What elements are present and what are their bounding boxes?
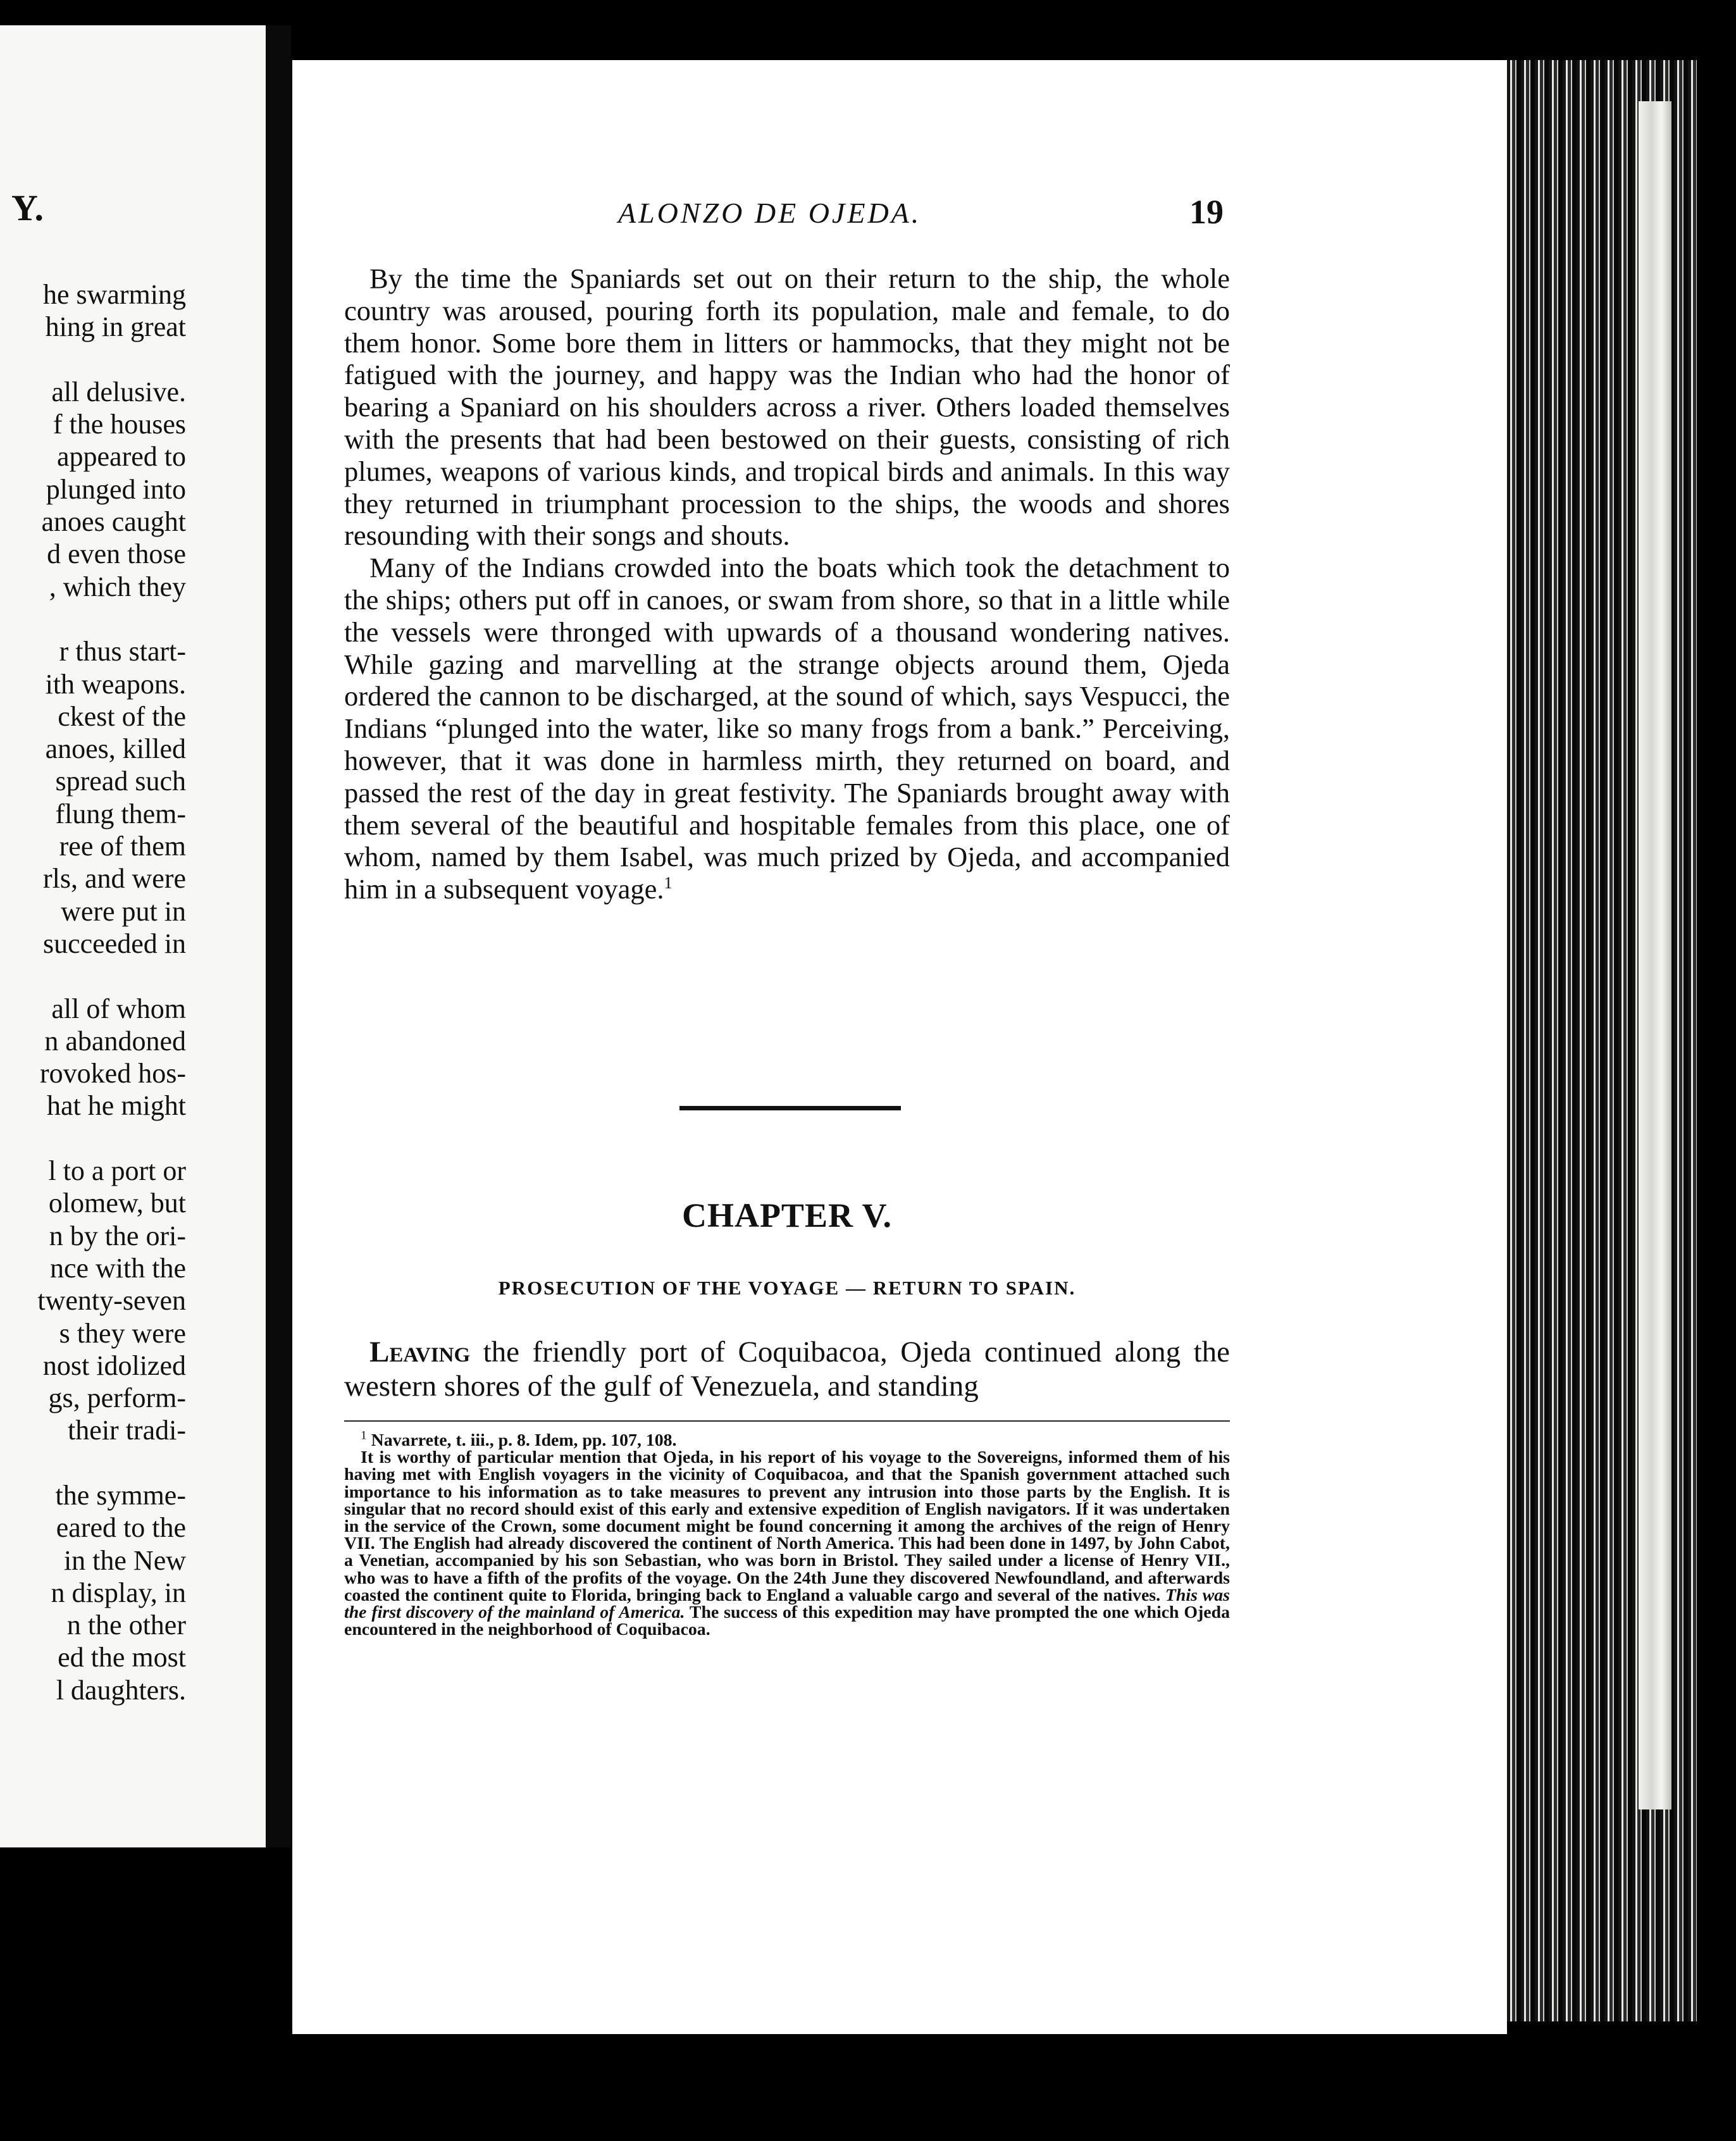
left-page-line: in the New [63, 1544, 186, 1576]
left-page-line: l daughters. [56, 1674, 186, 1706]
paragraph-text: By the time the Spaniards set out on their return to the ship, the whole country was aroused, pouring forth its population, male and female, to do them honor. Some bore them in litters or hammocks, that they might not be fatigued with the journey, and happy was the Indian who had the honor of bearing a Spaniard on his shoulders across a river. Others loaded themselves with the presents that had been bestowed on their guests, consisting of rich plumes, weapons of various kinds, and tropical birds and animals. In this way they returned in triumphant procession to the ships, the woods and shores resounding with their songs and shouts. [344, 263, 1230, 552]
left-page-line [0, 1122, 266, 1155]
page-number: 19 [1189, 193, 1224, 231]
page-header [292, 193, 1507, 240]
paragraph [344, 552, 1230, 905]
paragraph [344, 263, 1230, 552]
left-page-line: flung them- [55, 798, 186, 829]
paragraph [344, 1335, 1230, 1403]
left-page-line: olomew, but [48, 1188, 186, 1219]
left-page-line: spread such [55, 766, 186, 797]
left-page-line: rls, and were [42, 863, 186, 895]
section-divider [679, 1106, 901, 1110]
left-page-line [0, 344, 266, 376]
left-page-line: their tradi- [68, 1415, 186, 1446]
left-page-line: d even those [47, 538, 186, 570]
left-page-line: , which they [49, 571, 186, 602]
left-page-line: nost idolized [42, 1350, 186, 1381]
left-page-line: plunged into [46, 473, 186, 505]
left-page-line: ith weapons. [45, 668, 186, 700]
left-page-line: s they were [59, 1317, 186, 1349]
book-gutter [266, 25, 291, 1847]
left-page-text [0, 278, 266, 1706]
left-page-line: l to a port or [48, 1155, 186, 1187]
chapter-opening [344, 1335, 1230, 1403]
page-stack-highlight [1639, 101, 1671, 1809]
footnote-marker: 1 [361, 1429, 367, 1443]
footnote-divider [344, 1420, 1230, 1422]
left-page-line [0, 1447, 266, 1479]
left-page-line: appeared to [57, 441, 186, 473]
footnote-text: It is worthy of particular mention that Ojeda, in his report of his voyage to the Sovereigns, informed them of his having met with English voyagers in the vicinity of Coquibacoa, and that the Spanish government attached such importance to his information as to take measures to prevent any intrusion into those parts by the English. It is singular that no record should exist of this early and extensive expedition of English navigators. If it was undertaken in the service of the Crown, some document might be found concerning it among the archives of the reign of Henry VII. The English had already discovered the continent of North America. This had been done in 1497, by John Cabot, a Venetian, accompanied by his son Sebastian, who was born in Bristol. They sailed under a license of Henry VII., who was to have a fifth of the profits of the voyage. On the 24th June they discovered Newfoundland, and afterwards coasted the continent quite to Florida, bringing back to England a valuable cargo and several of the natives. [344, 1448, 1230, 1605]
left-page-line: were put in [61, 895, 186, 927]
left-page-line: the symme- [55, 1479, 186, 1511]
opening-word: Leaving [369, 1336, 471, 1368]
left-page-line: n display, in [51, 1577, 186, 1608]
chapter-subtitle: PROSECUTION OF THE VOYAGE — RETURN TO SPAIN. [498, 1277, 1076, 1299]
running-title: ALONZO DE OJEDA. [618, 197, 922, 229]
left-page-line: anoes caught [41, 506, 186, 538]
left-page-line: n the other [66, 1610, 186, 1641]
footnote-reference: 1 [664, 873, 673, 893]
left-page-line: gs, perform- [48, 1382, 186, 1414]
left-page-line: r thus start- [59, 636, 186, 667]
left-page-line [0, 603, 266, 635]
left-page-line: n by the ori- [49, 1220, 186, 1251]
left-page-line: hat he might [47, 1090, 186, 1122]
footnote-text: The success of this expedition may have prompted the one which Ojeda encountered in the neighborhood of Coquibacoa. [344, 1603, 1230, 1640]
citation-text: Navarrete, t. iii., p. 8. Idem, pp. 107, 108. [371, 1430, 677, 1450]
footnote-italic-text: This was the first discovery of the mainland of America. [344, 1585, 1231, 1623]
chapter-title: CHAPTER V. [681, 1196, 893, 1234]
left-page-line: eared to the [56, 1512, 186, 1544]
left-running-head: Y. [11, 187, 44, 228]
left-page-line: n abandoned [44, 1025, 186, 1057]
book-page [292, 60, 1507, 2034]
left-page-line [0, 960, 266, 992]
footnote-paragraph [344, 1449, 1230, 1638]
left-page-line: he swarming [42, 279, 186, 310]
left-facing-page [0, 25, 266, 1847]
left-page-line: anoes, killed [45, 733, 186, 765]
left-page-line: ree of them [59, 831, 186, 862]
paragraph-text: the friendly port of Coquibacoa, Ojeda continued along the western shores of the gulf of Venezuela, and standing [344, 1336, 1230, 1403]
body-text [344, 263, 1230, 905]
left-page-line: hing in great [45, 311, 186, 343]
left-page-line: nce with the [49, 1252, 186, 1284]
left-page-line: ckest of the [58, 700, 186, 732]
left-page-line: succeeded in [43, 928, 186, 959]
left-page-line: rovoked hos- [40, 1058, 186, 1089]
left-page-line: all of whom [51, 993, 186, 1024]
paragraph-text: Many of the Indians crowded into the boats which took the detachment to the ships; others put off in canoes, or swam from shore, so that in a little while the vessels were thronged with upwards of a thousand wondering natives. While gazing and marvelling at the strange objects around them, Ojeda ordered the cannon to be discharged, at the sound of which, says Vespucci, the Indians “plunged into the water, like so many frogs from a bank.” Perceiving, however, that it was done in harmless mirth, they returned on board, and passed the rest of the day in great festivity. The Spaniards brought away with them several of the beautiful and hospitable females from this place, one of whom, named by them Isabel, was much prized by Ojeda, and accompanied him in a subsequent voyage. [344, 552, 1230, 905]
footnote-citation [344, 1429, 1230, 1450]
footnote [344, 1429, 1231, 1640]
left-page-line: twenty-seven [37, 1285, 186, 1317]
left-page-line: ed the most [58, 1642, 186, 1673]
left-page-line: f the houses [53, 409, 186, 440]
left-page-line: all delusive. [51, 376, 186, 407]
